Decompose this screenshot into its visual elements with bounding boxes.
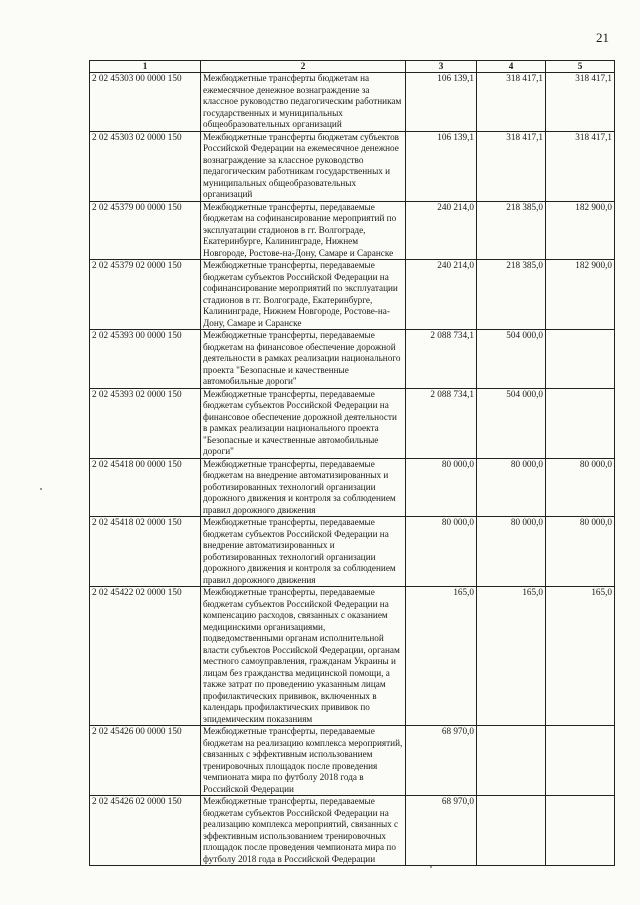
value-col-5: 318 417,1 [546, 131, 615, 201]
budget-code: 2 02 45379 02 0000 150 [90, 260, 201, 330]
table-row [90, 517, 615, 587]
header-col-4: 4 [477, 61, 546, 73]
row-description: Межбюджетные трансферты, передаваемые бюджетам субъектов Российской Федерации на компенсацию расходов, связанных с оказанием медицинскими организациями, подведомственными органам исполнительной власти субъектов Российской Федерации, органам местного самоуправления, гражданам Украины и лицам без гражданства медицинской помощи, а также затрат по проведению указанным лицам профилактических прививок, включенных в календарь профилактических прививок по эпидемическим показаниям [201, 587, 406, 726]
table-row [90, 73, 615, 132]
row-description: Межбюджетные трансферты, передаваемые бюджетам на софинансирование мероприятий по эксплуатации стадионов в гг. Волгограде, Екатеринбурге, Калининграде, Нижнем Новгороде, Ростове-на-Дону, Самаре и Саранске [201, 201, 406, 260]
budget-code: 2 02 45426 02 0000 150 [90, 796, 201, 866]
table-row [90, 131, 615, 201]
table-row [90, 458, 615, 517]
table-row [90, 726, 615, 796]
budget-code: 2 02 45426 00 0000 150 [90, 726, 201, 796]
header-col-3: 3 [406, 61, 477, 73]
value-col-5: 80 000,0 [546, 458, 615, 517]
header-row [90, 61, 615, 73]
value-col-3: 80 000,0 [406, 517, 477, 587]
budget-code: 2 02 45422 02 0000 150 [90, 587, 201, 726]
table-row [90, 260, 615, 330]
value-col-4 [477, 726, 546, 796]
value-col-4: 504 000,0 [477, 330, 546, 389]
table-row [90, 330, 615, 389]
scan-speck [430, 866, 432, 868]
row-description: Межбюджетные трансферты бюджетам на ежемесячное денежное вознаграждение за классное руководство педагогическим работникам государственных и муниципальных общеобразовательных организаций [201, 73, 406, 132]
table-row [90, 587, 615, 726]
value-col-5 [546, 796, 615, 866]
budget-code: 2 02 45393 02 0000 150 [90, 388, 201, 458]
row-description: Межбюджетные трансферты бюджетам субъектов Российской Федерации на ежемесячное денежное вознаграждение за классное руководство педагогическим работникам государственных и муниципальных общеобразовательных организаций [201, 131, 406, 201]
value-col-5 [546, 330, 615, 389]
value-col-3: 2 088 734,1 [406, 330, 477, 389]
value-col-4: 80 000,0 [477, 458, 546, 517]
value-col-4: 318 417,1 [477, 73, 546, 132]
value-col-3: 240 214,0 [406, 201, 477, 260]
row-description: Межбюджетные трансферты, передаваемые бюджетам на реализацию комплекса мероприятий, связанных с эффективным использованием тренировочных площадок после проведения чемпионата мира по футболу 2018 года в Российской Федерации [201, 726, 406, 796]
value-col-5 [546, 726, 615, 796]
budget-code: 2 02 45418 02 0000 150 [90, 517, 201, 587]
table-row [90, 388, 615, 458]
value-col-4: 218 385,0 [477, 260, 546, 330]
value-col-5: 80 000,0 [546, 517, 615, 587]
budget-code: 2 02 45303 02 0000 150 [90, 131, 201, 201]
value-col-4: 218 385,0 [477, 201, 546, 260]
header-col-5: 5 [546, 61, 615, 73]
row-description: Межбюджетные трансферты, передаваемые бюджетам на финансовое обеспечение дорожной деятельности в рамках реализации национального проекта "Безопасные и качественные автомобильные дороги" [201, 330, 406, 389]
table-row [90, 796, 615, 866]
value-col-3: 106 139,1 [406, 73, 477, 132]
value-col-5 [546, 388, 615, 458]
budget-code: 2 02 45418 00 0000 150 [90, 458, 201, 517]
value-col-4: 504 000,0 [477, 388, 546, 458]
value-col-3: 106 139,1 [406, 131, 477, 201]
page-number: 21 [596, 30, 609, 45]
value-col-4: 318 417,1 [477, 131, 546, 201]
table-row [90, 201, 615, 260]
budget-code: 2 02 45379 00 0000 150 [90, 201, 201, 260]
row-description: Межбюджетные трансферты, передаваемые бюджетам субъектов Российской Федерации на софинансирование мероприятий по эксплуатации стадионов в гг. Волгограде, Екатеринбурге, Калининграде, Нижнем Новгороде, Ростове-на-Дону, Самаре и Саранске [201, 260, 406, 330]
row-description: Межбюджетные трансферты, передаваемые бюджетам на внедрение автоматизированных и роботизированных технологий организации дорожного движения и контроля за соблюдением правил дорожного движения [201, 458, 406, 517]
value-col-5: 182 900,0 [546, 201, 615, 260]
budget-code: 2 02 45393 00 0000 150 [90, 330, 201, 389]
row-description: Межбюджетные трансферты, передаваемые бюджетам субъектов Российской Федерации на финансовое обеспечение дорожной деятельности в рамках реализации национального проекта "Безопасные и качественные автомобильные дороги" [201, 388, 406, 458]
value-col-5: 165,0 [546, 587, 615, 726]
header-col-2: 2 [201, 61, 406, 73]
value-col-4: 80 000,0 [477, 517, 546, 587]
value-col-3: 68 970,0 [406, 796, 477, 866]
budget-table [89, 60, 615, 866]
row-description: Межбюджетные трансферты, передаваемые бюджетам субъектов Российской Федерации на реализацию комплекса мероприятий, связанных с эффективным использованием тренировочных площадок после проведения чемпионата мира по футболу 2018 года в Российской Федерации [201, 796, 406, 866]
value-col-5: 318 417,1 [546, 73, 615, 132]
value-col-3: 80 000,0 [406, 458, 477, 517]
row-description: Межбюджетные трансферты, передаваемые бюджетам субъектов Российской Федерации на внедрение автоматизированных и роботизированных технологий организации дорожного движения и контроля за соблюдением правил дорожного движения [201, 517, 406, 587]
scan-speck [40, 488, 42, 490]
value-col-5: 182 900,0 [546, 260, 615, 330]
budget-code: 2 02 45303 00 0000 150 [90, 73, 201, 132]
value-col-3: 2 088 734,1 [406, 388, 477, 458]
value-col-3: 165,0 [406, 587, 477, 726]
value-col-4 [477, 796, 546, 866]
value-col-4: 165,0 [477, 587, 546, 726]
value-col-3: 68 970,0 [406, 726, 477, 796]
header-col-1: 1 [90, 61, 201, 73]
value-col-3: 240 214,0 [406, 260, 477, 330]
